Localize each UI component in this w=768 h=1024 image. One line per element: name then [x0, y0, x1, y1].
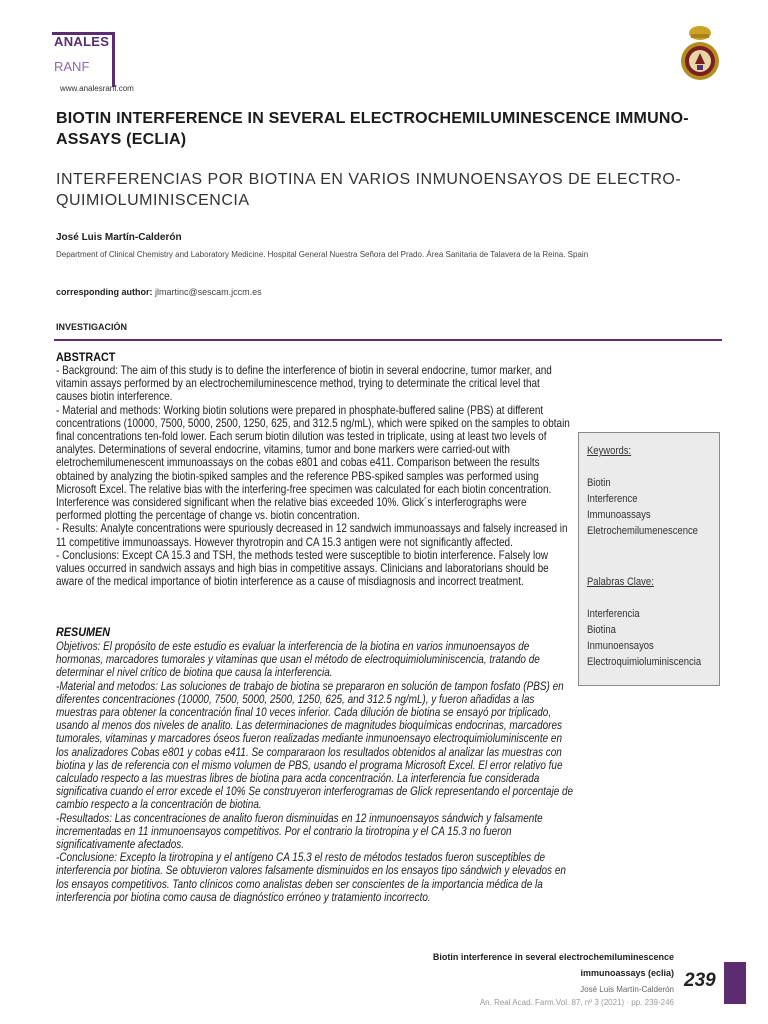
- running-title-line2: immunoassays (eclia): [580, 968, 674, 978]
- palabra-clave-item: Interferencia: [587, 608, 640, 620]
- keyword-item: Eletrochemilumenescence: [587, 525, 698, 537]
- corresponding-author-email[interactable]: jlmartinc@sescam.jccm.es: [155, 287, 262, 297]
- keywords-heading: Keywords:: [587, 445, 632, 457]
- palabra-clave-item: Biotina: [587, 624, 616, 636]
- abstract-conclusions: - Conclusions: Except CA 15.3 and TSH, the methods tested were susceptible to biotin interference. Falsely low values occurred in sandwich assays and high bias in competitive assays. Clinicians and laboratorians should be aware of the medical importance of biotin interference as a cause of misdiagnosis and incorrect treatment.: [56, 548, 549, 589]
- resumen-resultados: -Resultados: Las concentraciones de analito fueron disminuidas en 12 inmunoensayos sándwich y falsamente incrementadas en 11 inmunoensayos competitivos. Por el contrario la tirotropina y el CA 15.3 no fueron significativamente afectados.: [56, 811, 543, 852]
- academy-crest-icon: [678, 24, 722, 86]
- author-affiliation: Department of Clinical Chemistry and Laboratory Medicine. Hospital General Nuestra Señora del Prado. Área Sanitaria de Talavera de la Reina. Spain: [56, 250, 589, 259]
- abstract-body: [56, 364, 574, 588]
- resumen-conclusiones: -Conclusione: Excepto la tirotropina y el antígeno CA 15.3 el resto de métodos testados fueron susceptibles de interferencia por biotina. Se obtuvieron valores falsamente disminuidos en los ensayos tipo sándwich y elevados en los ensayos competitivos. Tanto clínicos como analistas deben ser conscientes de la importancia médica de la interferencia por biotina como causa de diagnóstico erróneo y tratamiento incorrecto.: [56, 851, 566, 904]
- journal-url[interactable]: www.analesranf.com: [60, 84, 134, 93]
- abstract-heading: ABSTRACT: [56, 350, 116, 364]
- abstract-background: - Background: The aim of this study is to define the interference of biotin in several endocrine, tumor marker, and vitamin assays performed by an electrochemiluminescence method, trying to determinate the critical level that causes biotin interference.: [56, 364, 552, 404]
- running-author: José Luis Martín-Calderón: [580, 985, 674, 994]
- resumen-body: [56, 640, 574, 904]
- abstract-methods: - Material and methods: Working biotin solutions were prepared in phosphate-buffered saline (PBS) at different concentrations (10000, 7500, 5000, 2500, 1250, 625, and 312.5 ng/mL), which were spiked on the samples to obtain final concentrations ten-fold lower. Each serum biotin dilution was tested in triplicate, using at least two levels of analytes. Determinations of several endocrine, vitamins, tumor and bone markers were carried-out with eletrochemilumenescent immunoassays on the cobas e801 and cobas e411. Comparison between the results obtained by analyzing the biotin-spiked samples and the reference PBS-spiked samples was performed using Microsoft Excel. The relative bias with the interfering-free specimen was calculated for each biotin concentration. Interference was considered significant when the relative bias exceeded 10%. Glick´s interferographs were performed plotting the percentage of change vs. biotin concentration.: [56, 403, 570, 523]
- corresponding-author-label: corresponding author:: [56, 287, 153, 297]
- abstract-results: - Results: Analyte concentrations were spuriously decreased in 12 sandwich immunoassays and falsely increased in 11 competitive immunoassays. However thyrotropin and CA 15.3 antigen were not significantly affected.: [56, 522, 568, 549]
- palabras-clave-heading: Palabras Clave:: [587, 576, 654, 588]
- palabra-clave-item: Electroquimioluminiscencia: [587, 656, 702, 668]
- palabra-clave-item: Inmunoensayos: [587, 640, 654, 652]
- resumen-objetivos: Objetivos: El propósito de este estudio es evaluar la interferencia de la biotina en varios inmunoensayos de hormonas, marcadores tumorales y vitaminas que usan el método de electroquimioluminiscencia, tratando de determinar el nivel crítico de biotina que causa la interferencia.: [56, 640, 540, 680]
- keyword-item: Interference: [587, 493, 638, 505]
- keyword-item: Biotin: [587, 477, 611, 489]
- journal-logo-anales: ANALES: [54, 34, 110, 49]
- section-label: INVESTIGACIÓN: [56, 322, 128, 332]
- corresponding-author: [56, 287, 262, 297]
- keyword-item: Immunoassays: [587, 509, 651, 521]
- article-title-spanish: INTERFERENCIAS POR BIOTINA EN VARIOS INMUNOENSAYOS DE ELECTRO-QUIMIOLUMINISCENCIA: [56, 171, 682, 209]
- running-title-line1: Biotin interference in several electrochemiluminescence: [432, 952, 674, 962]
- author-name: José Luis Martín-Calderón: [56, 232, 182, 243]
- keywords-box: [578, 432, 720, 686]
- resumen-metodos: -Material and metodos: Las soluciones de trabajo de biotina se prepararon en solución de tampon fosfato (PBS) en diferentes concentraciones (10000, 7500, 5000, 2500, 1250, 625, and 312.5 ng/mL), y fueron añadidas a las muestras para obtener la concentración final 10 veces inferior. Cada dilución de biotina se ensayó por triplicado, usando al menos dos niveles de analito. Las determinaciones de magnitudes bioquímicas endocrinas, marcadores tumorales, vitaminas y marcadores óseos fueron realizadas mediante inmunoensayo electroquimioluminiscente en los analizadores Cobas e801 y cobas e411. Se compararaon los resultados obtenidos al analizar las muestras con biotina y las de referencia con el mismo volumen de PBS, usando el programa Microsoft Excel. El error relativo fue calculado respecto a las muestras libres de biotina para acda concentración. La interferencia fue considerada significativa cuando el error excede el 10% Se construyeron interferogramas de Glick representando el porcentaje de cambio respecto a la concentración de biotina.: [56, 679, 574, 812]
- resumen-heading: RESUMEN: [56, 625, 111, 639]
- page-tab-marker: [724, 962, 746, 1004]
- journal-logo-ranf: RANF: [54, 59, 90, 74]
- section-divider: [54, 339, 722, 341]
- article-title-english: BIOTIN INTERFERENCE IN SEVERAL ELECTROCHEMILUMINESCENCE IMMUNO-ASSAYS (ECLIA): [56, 110, 689, 148]
- journal-citation: An. Real Acad. Farm.Vol. 87, nº 3 (2021) · pp. 239-246: [479, 998, 674, 1007]
- page-number: 239: [684, 970, 716, 991]
